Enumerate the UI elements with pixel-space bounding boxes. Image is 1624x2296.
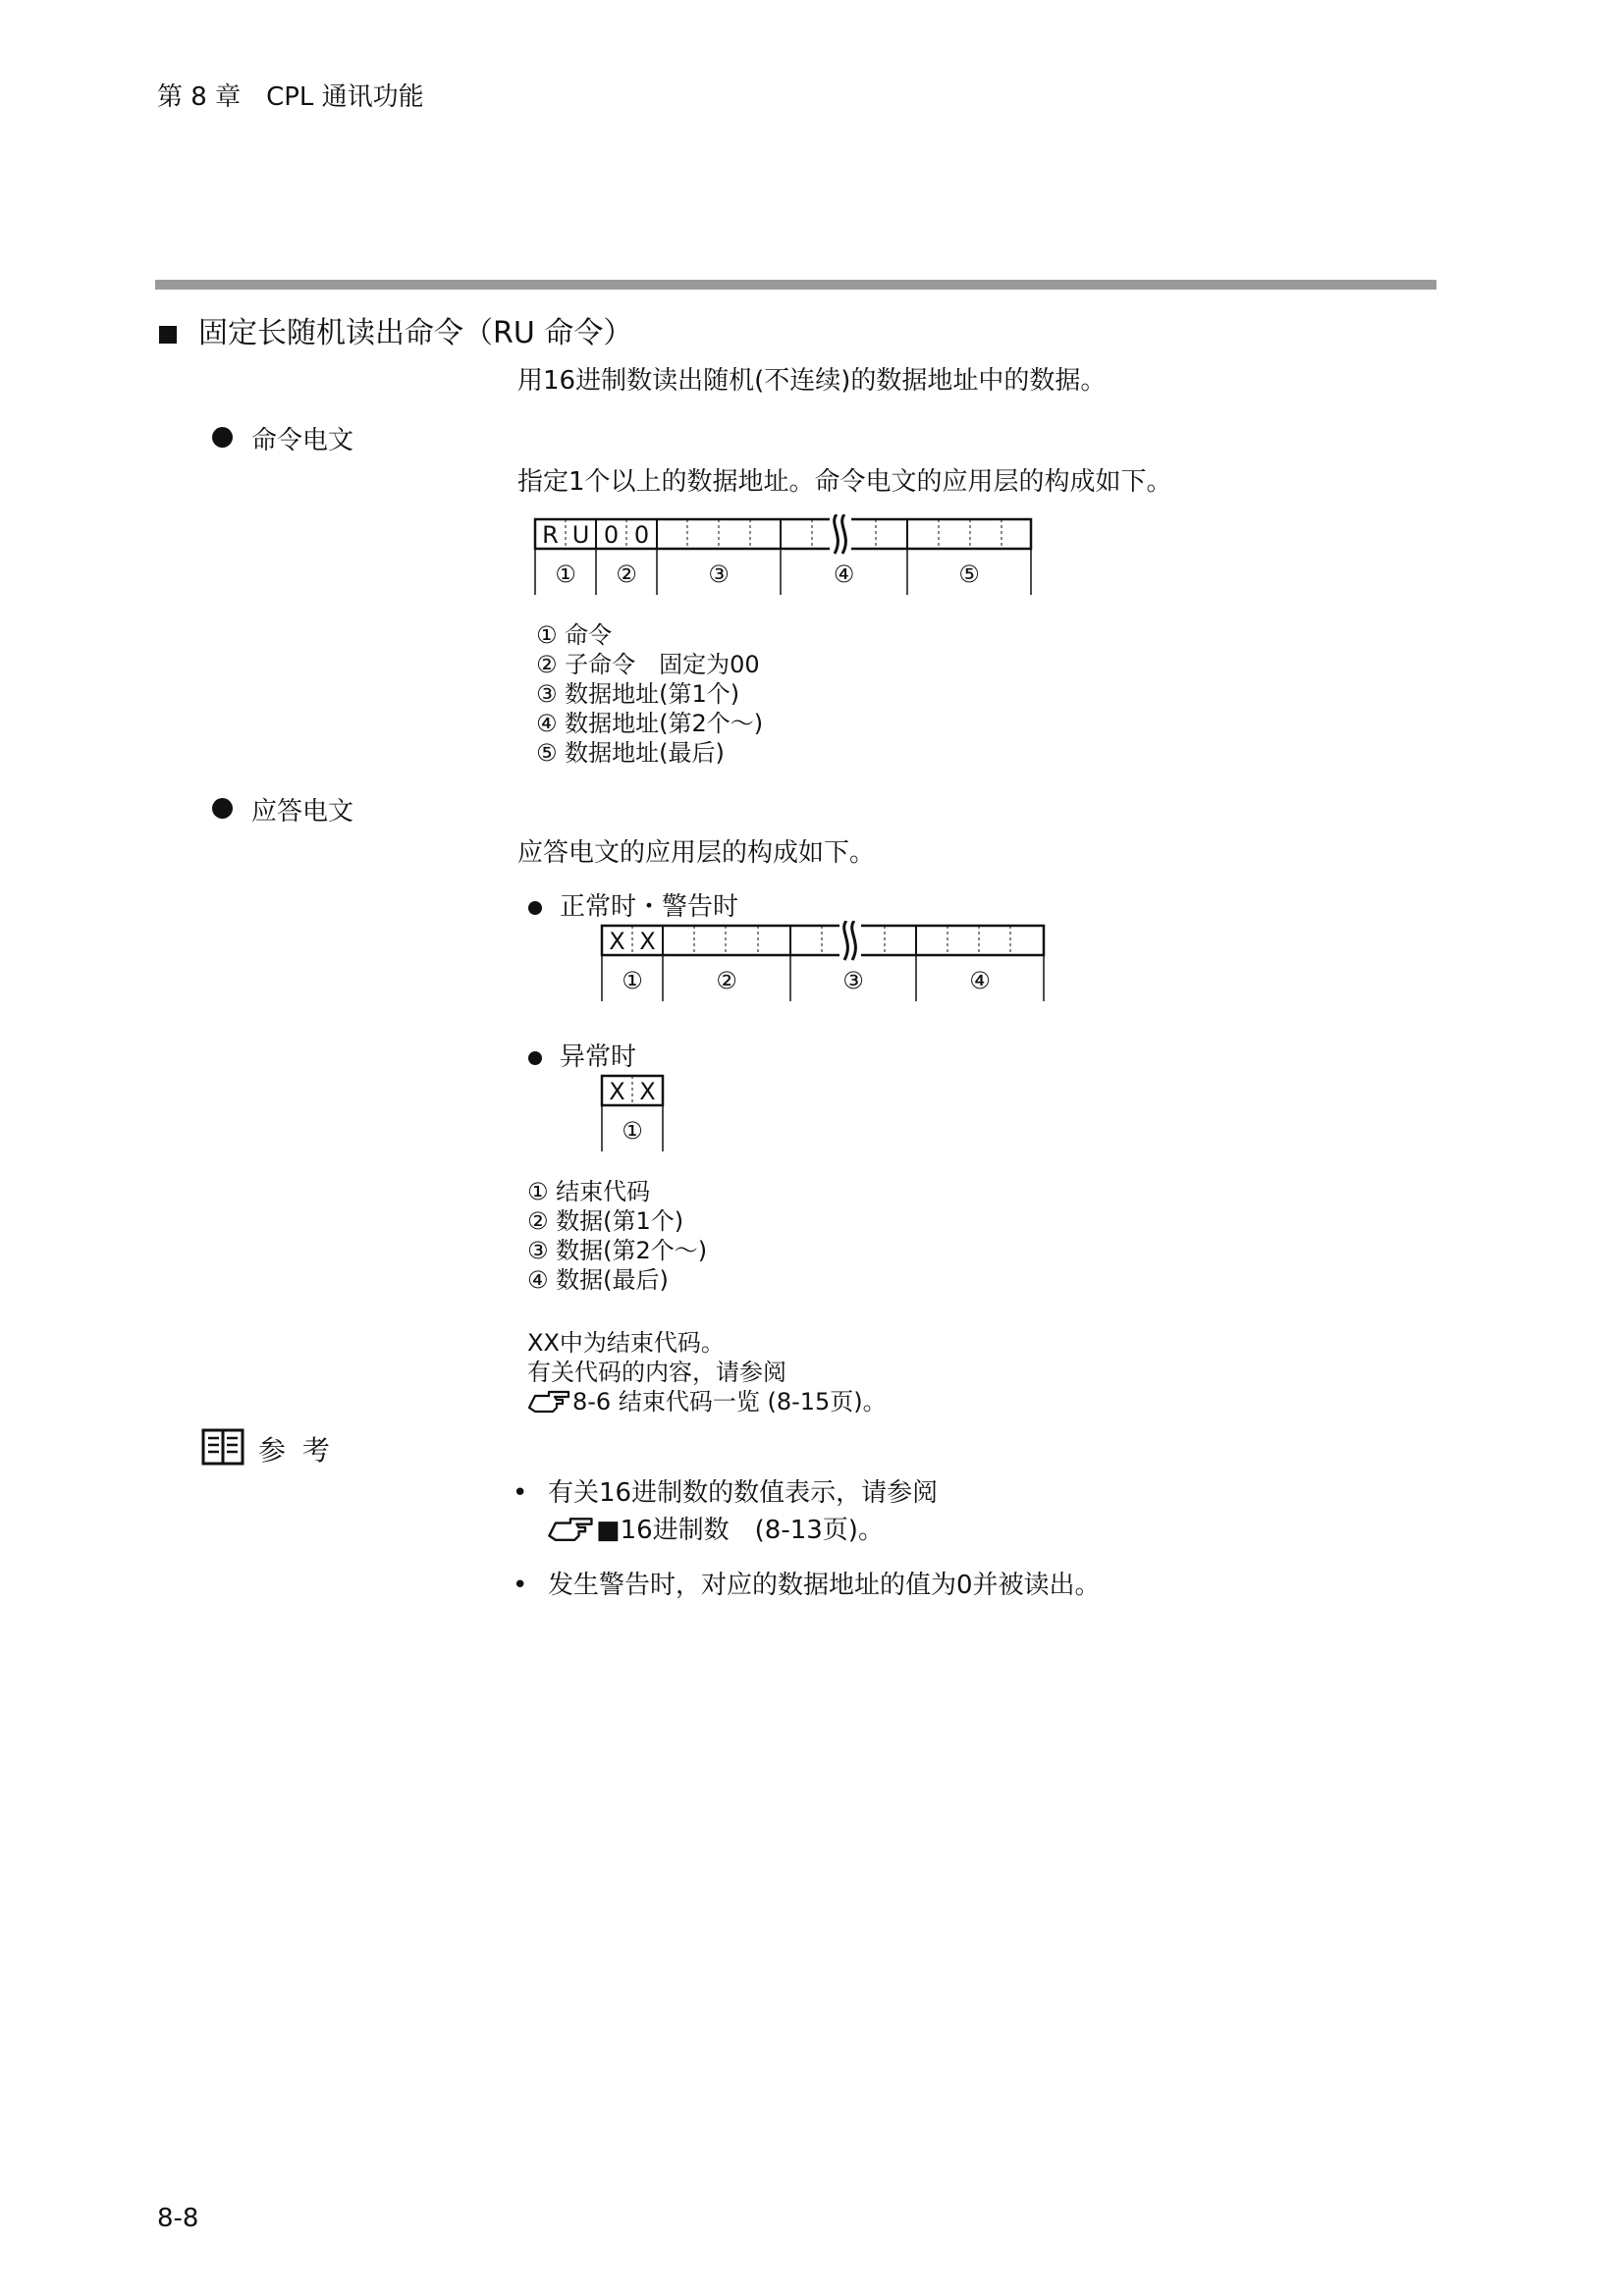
section-intro: 用16进制数读出随机(不连续)的数据地址中的数据。 [517, 366, 1107, 396]
legend-item: ① 结束代码 [527, 1178, 651, 1205]
frame-number: ③ [708, 561, 730, 588]
bullet-dot-icon [528, 901, 542, 915]
response-notes [527, 1328, 887, 1416]
reference-text: 发生警告时，对应的数据地址的值为0并被读出。 [548, 1571, 1101, 1600]
legend-item: ① 命令 [536, 621, 613, 649]
frame-number: ② [616, 561, 637, 588]
reference-text: 有关16进制数的数值表示，请参阅 [548, 1478, 939, 1508]
response-legend [527, 1177, 707, 1295]
legend-item: ② 数据(第1个) [527, 1207, 684, 1235]
square-bullet-icon [159, 326, 177, 344]
note-line: XX中为结束代码。 [527, 1329, 725, 1357]
pointing-hand-icon [547, 1515, 596, 1542]
response-heading: 应答电文 [251, 797, 354, 827]
page-number: 8-8 [157, 2204, 199, 2233]
book-icon [201, 1428, 244, 1466]
legend-item: ② 子命令 固定为00 [536, 651, 760, 678]
section-title: 固定长随机读出命令（RU 命令） [198, 316, 633, 350]
command-heading: 命令电文 [251, 426, 354, 455]
section-title-row [159, 308, 632, 351]
bullet-dot-icon [528, 1051, 542, 1065]
frame-number: ① [622, 967, 643, 994]
note-ref: 8-6 结束代码一览 (8-15页)。 [572, 1388, 887, 1415]
frame-number: ③ [842, 967, 864, 994]
frame-char: 0 [603, 521, 620, 549]
bullet-dot-icon [212, 798, 233, 819]
note-line: 有关代码的内容，请参阅 [527, 1359, 786, 1386]
frame-char: R [542, 521, 559, 549]
chapter-header: 第 8 章 CPL 通讯功能 [157, 82, 424, 112]
legend-item: ⑤ 数据地址(最后) [536, 739, 725, 767]
bullet-dot-icon [212, 427, 233, 448]
legend-item: ④ 数据地址(第2个～) [536, 710, 764, 737]
frame-number: ⑤ [958, 561, 980, 588]
frame-char: 0 [633, 521, 650, 549]
frame-number: ④ [969, 967, 991, 994]
reference-bullet-2: • 发生警告时，对应的数据地址的值为0并被读出。 [513, 1571, 1101, 1600]
abnormal-label: 异常时 [560, 1042, 637, 1072]
reference-link: ■16进制数 (8-13页)。 [596, 1516, 884, 1545]
command-description: 指定1个以上的数据地址。命令电文的应用层的构成如下。 [517, 467, 1172, 497]
note-ref-line [527, 1387, 887, 1416]
legend-item: ③ 数据(第2个～) [527, 1237, 708, 1264]
frame-number: ④ [833, 561, 855, 588]
legend-item: ④ 数据(最后) [527, 1266, 669, 1294]
frame-number: ① [555, 561, 576, 588]
frame-number: ② [716, 967, 737, 994]
frame-char: U [571, 521, 590, 549]
reference-bullet-1: • 有关16进制数的数值表示，请参阅 [513, 1478, 939, 1508]
frame-char: X [609, 928, 625, 955]
frame-char: X [639, 928, 656, 955]
response-description: 应答电文的应用层的构成如下。 [517, 838, 876, 868]
reference-heading: 参 考 [258, 1434, 334, 1467]
section-rule [155, 280, 1436, 290]
reference-ref-line [547, 1510, 884, 1546]
frame-number: ① [622, 1117, 643, 1145]
command-legend [536, 620, 763, 768]
pointing-hand-icon [527, 1388, 572, 1414]
normal-label: 正常时・警告时 [560, 892, 739, 922]
frame-char: X [639, 1078, 656, 1105]
legend-item: ③ 数据地址(第1个) [536, 680, 740, 708]
frame-char: X [609, 1078, 625, 1105]
